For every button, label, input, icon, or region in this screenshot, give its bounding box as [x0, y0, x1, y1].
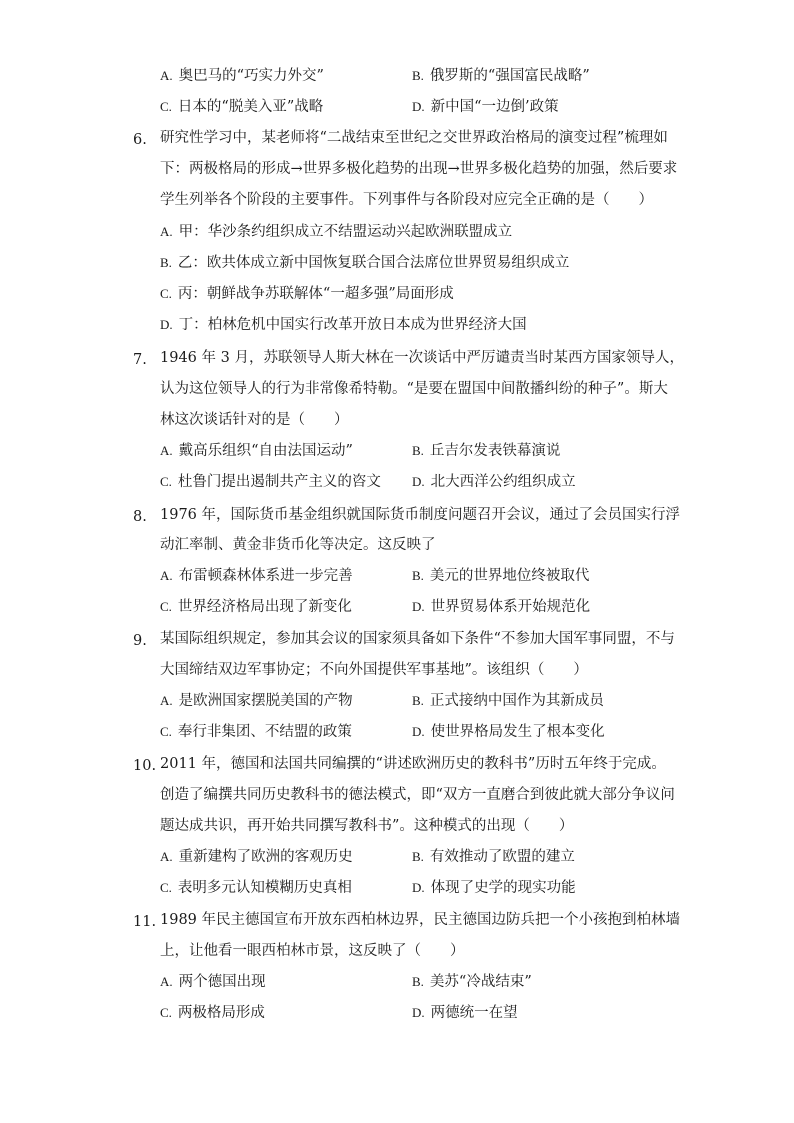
q11-option-d: [412, 1003, 518, 1023]
option-letter: C.: [160, 1005, 172, 1020]
q5-option-b: [412, 66, 590, 86]
option-text: 杜鲁门提出遏制共产主义的咨文: [177, 474, 381, 490]
option-letter: B.: [412, 68, 424, 83]
option-text: 两个德国出现: [178, 974, 266, 990]
q10-stem-line-3: 题达成共识，再开始共同撰写教科书”。这种模式的出现（ ）: [160, 818, 574, 834]
q9-option-a: [160, 691, 353, 711]
option-text: 重新建构了欧洲的客观历史: [178, 849, 353, 865]
question-number-6: 6.: [133, 132, 147, 148]
q5-option-d: [412, 97, 559, 117]
option-text: 北大西洋公约组织成立: [430, 474, 576, 490]
q10-option-d: [412, 878, 576, 898]
q8-stem-line-2: 动汇率制、黄金非货币化等决定。这反映了: [160, 537, 436, 553]
option-letter: A.: [160, 224, 173, 239]
option-text: 使世界格局发生了根本变化: [430, 724, 605, 740]
q10-option-a: [160, 847, 353, 867]
q11-stem-line-2: 上，让他看一眼西柏林市景，这反映了（ ）: [160, 943, 465, 959]
option-text: 是欧洲国家摆脱美国的产物: [178, 693, 353, 709]
q5-option-a: [160, 66, 324, 86]
option-letter: A.: [160, 849, 173, 864]
q9-option-c: [160, 722, 352, 742]
option-text: 乙：欧共体成立新中国恢复联合国合法席位世界贸易组织成立: [177, 255, 570, 271]
q5-option-c: [160, 97, 323, 117]
option-letter: D.: [160, 317, 173, 332]
question-number-8: 8.: [133, 509, 147, 525]
option-text: 甲：华沙条约组织成立不结盟运动兴起欧洲联盟成立: [178, 224, 513, 240]
q6-option-c: [160, 284, 454, 304]
q11-option-c: [160, 1003, 265, 1023]
option-letter: D.: [412, 99, 425, 114]
option-text: 世界经济格局出现了新变化: [177, 599, 352, 615]
option-letter: B.: [412, 849, 424, 864]
option-text: 丙：朝鲜战争苏联解体“一超多强”局面形成: [177, 286, 454, 302]
q9-option-d: [412, 722, 605, 742]
q9-option-b: [412, 691, 604, 711]
q8-option-d: [412, 597, 590, 617]
option-text: 美苏“冷战结束”: [429, 974, 532, 990]
q8-option-c: [160, 597, 352, 617]
q6-stem-line-1: 研究性学习中，某老师将“二战结束至世纪之交世界政治格局的演变过程”梳理如: [160, 130, 668, 146]
option-letter: B.: [412, 974, 424, 989]
option-text: 俄罗斯的“强国富民战略”: [429, 68, 590, 84]
q6-stem-line-3: 学生列举各个阶段的主要事件。下列事件与各阶段对应完全正确的是（ ）: [160, 192, 653, 208]
q11-option-b: [412, 972, 532, 992]
option-letter: C.: [160, 599, 172, 614]
option-text: 美元的世界地位终被取代: [429, 568, 590, 584]
option-letter: D.: [412, 880, 425, 895]
option-letter: D.: [412, 724, 425, 739]
option-text: 两极格局形成: [177, 1005, 265, 1021]
question-number-11: 11.: [133, 914, 157, 930]
q7-option-d: [412, 472, 576, 492]
option-letter: D.: [412, 474, 425, 489]
option-text: 有效推动了欧盟的建立: [429, 849, 575, 865]
q10-stem-line-1: 2011 年，德国和法国共同编撰的“讲述欧洲历史的教科书”历时五年终于完成。: [160, 756, 666, 772]
option-letter: D.: [412, 1005, 425, 1020]
option-text: 布雷顿森林体系进一步完善: [178, 568, 353, 584]
q7-stem-line-2: 认为这位领导人的行为非常像希特勒。“是要在盟国中间散播纠纷的种子”。斯大: [160, 381, 668, 397]
option-letter: A.: [160, 443, 173, 458]
q7-option-b: [412, 441, 560, 461]
option-letter: A.: [160, 693, 173, 708]
question-number-9: 9.: [133, 633, 147, 649]
option-letter: A.: [160, 68, 173, 83]
option-letter: B.: [412, 443, 424, 458]
q9-stem-line-1: 某国际组织规定，参加其会议的国家须具备如下条件“不参加大国军事同盟，不与: [160, 631, 675, 647]
question-number-10: 10.: [133, 758, 157, 774]
option-letter: B.: [160, 255, 172, 270]
q8-option-b: [412, 566, 589, 586]
q8-stem-line-1: 1976 年，国际货币基金组织就国际货币制度问题召开会议，通过了会员国实行浮: [160, 507, 681, 523]
q8-option-a: [160, 566, 353, 586]
option-text: 日本的“脱美入亚”战略: [177, 99, 324, 115]
option-letter: C.: [160, 724, 172, 739]
option-text: 世界贸易体系开始规范化: [430, 599, 591, 615]
option-letter: A.: [160, 974, 173, 989]
option-text: 体现了史学的现实功能: [430, 880, 576, 896]
q6-stem-line-2: 下：两极格局的形成→世界多极化趋势的出现→世界多极化趋势的加强，然后要求: [160, 161, 678, 177]
option-letter: A.: [160, 568, 173, 583]
q10-stem-line-2: 创造了编撰共同历史教科书的德法模式，即“双方一直磨合到彼此就大部分争议问: [160, 787, 675, 803]
q10-option-c: [160, 878, 352, 898]
q7-stem-line-3: 林这次谈话针对的是（ ）: [160, 412, 349, 428]
q9-stem-line-2: 大国缔结双边军事协定；不向外国提供军事基地”。该组织（ ）: [160, 662, 588, 678]
q10-option-b: [412, 847, 575, 867]
option-text: 新中国“一边倒’政策: [430, 99, 559, 115]
option-text: 奥巴马的“巧实力外交”: [178, 68, 324, 84]
option-letter: C.: [160, 880, 172, 895]
q6-option-b: [160, 253, 569, 273]
q7-option-a: [160, 441, 353, 461]
q11-option-a: [160, 972, 266, 992]
option-text: 表明多元认知模糊历史真相: [177, 880, 352, 896]
option-letter: B.: [412, 693, 424, 708]
option-text: 两德统一在望: [430, 1005, 518, 1021]
option-text: 正式接纳中国作为其新成员: [429, 693, 604, 709]
q7-stem-line-1: 1946 年 3 月，苏联领导人斯大林在一次谈话中严厉谴责当时某西方国家领导人，: [160, 350, 684, 366]
q11-stem-line-1: 1989 年民主德国宣布开放东西柏林边界，民主德国边防兵把一个小孩抱到柏林墙: [160, 912, 681, 928]
q6-option-d: [160, 315, 527, 335]
option-letter: C.: [160, 286, 172, 301]
question-number-7: 7.: [133, 352, 147, 368]
option-letter: B.: [412, 568, 424, 583]
option-text: 丁：柏林危机中国实行改革开放日本成为世界经济大国: [178, 317, 527, 333]
option-letter: D.: [412, 599, 425, 614]
q6-option-a: [160, 222, 512, 242]
option-letter: C.: [160, 99, 172, 114]
q7-option-c: [160, 472, 381, 492]
option-letter: C.: [160, 474, 172, 489]
option-text: 奉行非集团、不结盟的政策: [177, 724, 352, 740]
option-text: 戴高乐组织“自由法国运动”: [178, 443, 353, 459]
option-text: 丘吉尔发表铁幕演说: [429, 443, 561, 459]
